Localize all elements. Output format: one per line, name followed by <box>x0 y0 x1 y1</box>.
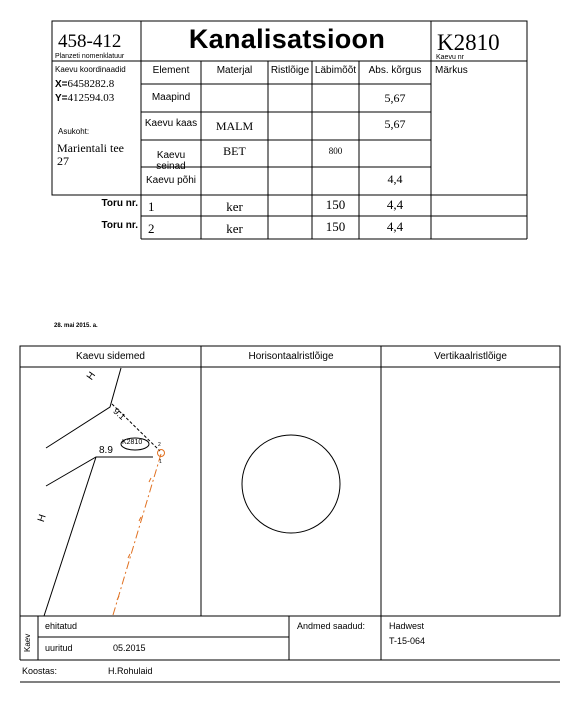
x-label: X= <box>55 79 68 90</box>
tie-dimension-label: 9.1 <box>111 406 128 422</box>
property-boundary-line <box>44 457 96 616</box>
nomenclature-value: 458-412 <box>58 31 122 52</box>
document-date: 28. mai 2015. a. <box>54 323 98 329</box>
pipe-material: ker <box>226 199 243 214</box>
footer-data-value: T-15-064 <box>389 636 426 646</box>
footer-surveyed-value: 05.2015 <box>113 643 146 653</box>
row-element: Kaevu kaas <box>144 118 198 129</box>
x-coordinate <box>55 78 114 90</box>
pipe-material: ker <box>226 221 243 236</box>
pipe-label: Toru nr. <box>101 220 138 231</box>
footer-data-value: Hadwest <box>389 621 425 631</box>
footer-surveyed-label: uuritud <box>45 643 73 653</box>
x-value: 6458282.8 <box>67 78 115 90</box>
remarks-label: Märkus <box>435 65 468 76</box>
footer-author-label: Koostas: <box>22 666 58 676</box>
footer-built-label: ehitatud <box>45 621 78 631</box>
row-material: BET <box>223 144 246 158</box>
pipe-elevation: 4,4 <box>386 197 404 212</box>
footer-data-label: Andmed saadud: <box>297 621 366 631</box>
row-element: Kaevu põhi <box>145 175 197 186</box>
col-element: Element <box>152 65 190 76</box>
col-material: Materjal <box>216 65 253 76</box>
panel-title-horizontal: Horisontaalristlõige <box>248 351 334 362</box>
node-label: 2 <box>158 442 161 448</box>
row-element: Maapind <box>151 92 191 103</box>
y-coordinate <box>55 92 114 104</box>
row-diameter: 800 <box>328 146 343 156</box>
nomenclature-label: Planzeti nomenklatuur <box>55 53 125 60</box>
y-value: 412594.03 <box>67 92 115 104</box>
y-label: Y= <box>55 93 68 104</box>
panel-title-ties: Kaevu sidemed <box>76 351 145 362</box>
footer-author-value: H.Rohulaid <box>108 666 153 676</box>
row-element: Kaevu seinad <box>156 150 186 172</box>
building-label: H <box>36 513 49 524</box>
sewer-pipe-line <box>113 454 161 615</box>
sketch-frame <box>20 346 560 616</box>
well-number-value: K2810 <box>437 30 500 55</box>
panel-title-vertical: Vertikaalristlõige <box>434 351 507 362</box>
property-boundary-line <box>46 368 121 448</box>
footer-side-label: Kaev <box>23 633 32 652</box>
node-label: 1 <box>159 459 162 465</box>
address-value: Marientali tee 27 <box>57 141 124 168</box>
well-number-label: Kaevu nr <box>436 54 465 61</box>
pipe-diameter: 150 <box>325 197 346 212</box>
pipe-label: Toru nr. <box>101 198 138 209</box>
col-elevation: Abs. kõrgus <box>368 65 422 76</box>
pipe-elevation: 4,4 <box>386 219 404 234</box>
tie-dimension-label: 8.9 <box>99 445 113 456</box>
row-elevation: 5,67 <box>384 91 406 105</box>
col-cross-section: Ristlõige <box>270 65 310 76</box>
property-boundary-line <box>46 457 153 486</box>
well-cross-section-circle <box>242 435 340 533</box>
address-label: Asukoht: <box>58 127 90 136</box>
coords-label: Kaevu koordinaadid <box>55 65 126 74</box>
col-diameter: Läbimõõt <box>314 65 357 76</box>
building-label: H <box>85 370 99 383</box>
pipe-diameter: 150 <box>325 219 346 234</box>
row-elevation: 5,67 <box>384 117 406 131</box>
document-title: Kanalisatsioon <box>188 24 386 54</box>
pipe-number: 2 <box>148 221 155 236</box>
row-material: MALM <box>215 119 254 133</box>
pipe-number: 1 <box>148 199 155 214</box>
well-label: K2810 <box>122 439 143 446</box>
row-elevation: 4,4 <box>387 172 403 186</box>
